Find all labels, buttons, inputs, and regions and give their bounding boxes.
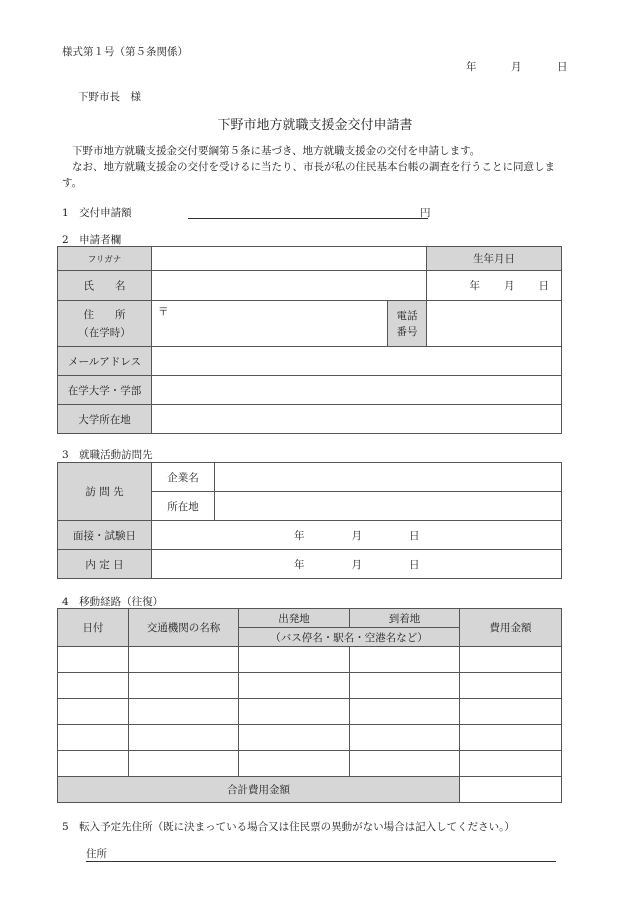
route-arrival-cell[interactable] [350, 725, 460, 751]
route-arrival-cell[interactable] [350, 647, 460, 673]
amount-unit: 円 [420, 207, 431, 219]
birth-day: 日 [538, 280, 549, 292]
offer-year: 年 [294, 558, 305, 571]
visit-label: 訪 問 先 [58, 463, 152, 521]
university-label: 在学大学・学部 [58, 376, 152, 405]
header-date-year: 年 [466, 61, 477, 73]
company-field[interactable] [215, 463, 562, 492]
address-label [58, 301, 152, 347]
visit-table [57, 462, 562, 579]
addressee: 下野市長 様 [78, 91, 141, 103]
table-row [58, 673, 562, 699]
offer-date-label: 内 定 日 [58, 550, 152, 579]
place-note: （バス停名・駅名・空港名など） [239, 628, 460, 647]
table-row [58, 751, 562, 777]
phone-field[interactable] [427, 301, 562, 347]
postal-mark: 〒 [158, 306, 169, 318]
name-field[interactable] [152, 271, 427, 301]
section4-label: 4 移動経路（往復） [62, 596, 164, 608]
route-cost-cell[interactable] [460, 725, 562, 751]
email-label: メールアドレス [58, 347, 152, 376]
route-transport-cell[interactable] [129, 725, 239, 751]
location-field[interactable] [215, 492, 562, 521]
birthdate-label: 生年月日 [427, 247, 562, 271]
route-transport-cell[interactable] [129, 673, 239, 699]
route-date-cell[interactable] [58, 725, 129, 751]
phone-label [388, 301, 427, 347]
university-location-field[interactable] [152, 405, 562, 434]
future-address-field[interactable] [86, 861, 556, 862]
route-cost-cell[interactable] [460, 699, 562, 725]
intro-paragraph-1: 下野市地方就職支援金交付要綱第５条に基づき、地方就職支援金の交付を申請します。 [72, 145, 481, 157]
section2-label: 2 申請者欄 [62, 234, 122, 246]
route-cost-cell[interactable] [460, 673, 562, 699]
interview-year: 年 [294, 529, 305, 542]
route-departure-cell[interactable] [239, 647, 350, 673]
offer-month: 月 [351, 558, 362, 571]
route-date-cell[interactable] [58, 673, 129, 699]
university-field[interactable] [152, 376, 562, 405]
address-label-line2: （在学時） [78, 326, 131, 339]
route-date-cell[interactable] [58, 647, 129, 673]
header-date-day: 日 [557, 61, 568, 73]
interview-date-field[interactable] [152, 521, 562, 550]
offer-day: 日 [409, 558, 420, 571]
email-field[interactable] [152, 347, 562, 376]
birthdate-field[interactable] [427, 271, 562, 301]
route-arrival-cell[interactable] [350, 673, 460, 699]
route-arrival-cell[interactable] [350, 751, 460, 777]
date-col-header: 日付 [58, 609, 129, 647]
section3-label: 3 就職活動訪問先 [62, 449, 153, 461]
table-row [58, 699, 562, 725]
furigana-field[interactable] [152, 247, 427, 271]
university-location-label: 大学所在地 [58, 405, 152, 434]
name-label: 氏 名 [58, 271, 152, 301]
phone-label-line2: 番号 [396, 325, 418, 338]
cost-col-header: 費用金額 [460, 609, 562, 647]
route-departure-cell[interactable] [239, 699, 350, 725]
route-transport-cell[interactable] [129, 751, 239, 777]
total-cost-label: 合計費用金額 [58, 777, 460, 803]
interview-date-label: 面接・試験日 [58, 521, 152, 550]
route-departure-cell[interactable] [239, 673, 350, 699]
section1-label: 1 交付申請額 [62, 207, 132, 219]
route-table [57, 608, 562, 803]
table-row [58, 725, 562, 751]
form-number: 様式第１号（第５条関係） [62, 46, 188, 58]
departure-col-header: 出発地 [239, 609, 350, 628]
route-date-cell[interactable] [58, 751, 129, 777]
application-amount-field[interactable] [188, 218, 428, 219]
transport-col-header: 交通機関の名称 [129, 609, 239, 647]
birth-month: 月 [504, 280, 515, 292]
route-cost-cell[interactable] [460, 647, 562, 673]
route-transport-cell[interactable] [129, 699, 239, 725]
phone-label-line1: 電話 [396, 309, 418, 322]
intro-paragraph-2: なお、地方就職支援金の交付を受けるに当たり、市長が私の住民基本台帳の調査を行うことに同意します。 [62, 161, 555, 189]
applicant-table [57, 246, 562, 434]
route-departure-cell[interactable] [239, 751, 350, 777]
address-field[interactable] [152, 301, 388, 347]
interview-month: 月 [351, 529, 362, 542]
route-cost-cell[interactable] [460, 751, 562, 777]
section5-label: 5 転入予定先住所（既に決まっている場合又は住民票の異動がない場合は記入してください。） [62, 821, 515, 833]
route-departure-cell[interactable] [239, 725, 350, 751]
offer-date-field[interactable] [152, 550, 562, 579]
route-date-cell[interactable] [58, 699, 129, 725]
header-date [0, 59, 630, 73]
furigana-label: フリガナ [58, 247, 152, 271]
page-title: 下野市地方就職支援金交付申請書 [217, 118, 413, 133]
future-address-label: 住所 [86, 848, 107, 860]
header-date-month: 月 [511, 61, 522, 73]
birth-year: 年 [469, 280, 480, 292]
total-cost-field[interactable] [460, 777, 562, 803]
table-row [58, 647, 562, 673]
route-transport-cell[interactable] [129, 647, 239, 673]
arrival-col-header: 到着地 [350, 609, 460, 628]
interview-day: 日 [409, 529, 420, 542]
address-label-line1: 住 所 [83, 308, 126, 321]
company-label: 企業名 [152, 463, 215, 492]
route-arrival-cell[interactable] [350, 699, 460, 725]
location-label: 所在地 [152, 492, 215, 521]
